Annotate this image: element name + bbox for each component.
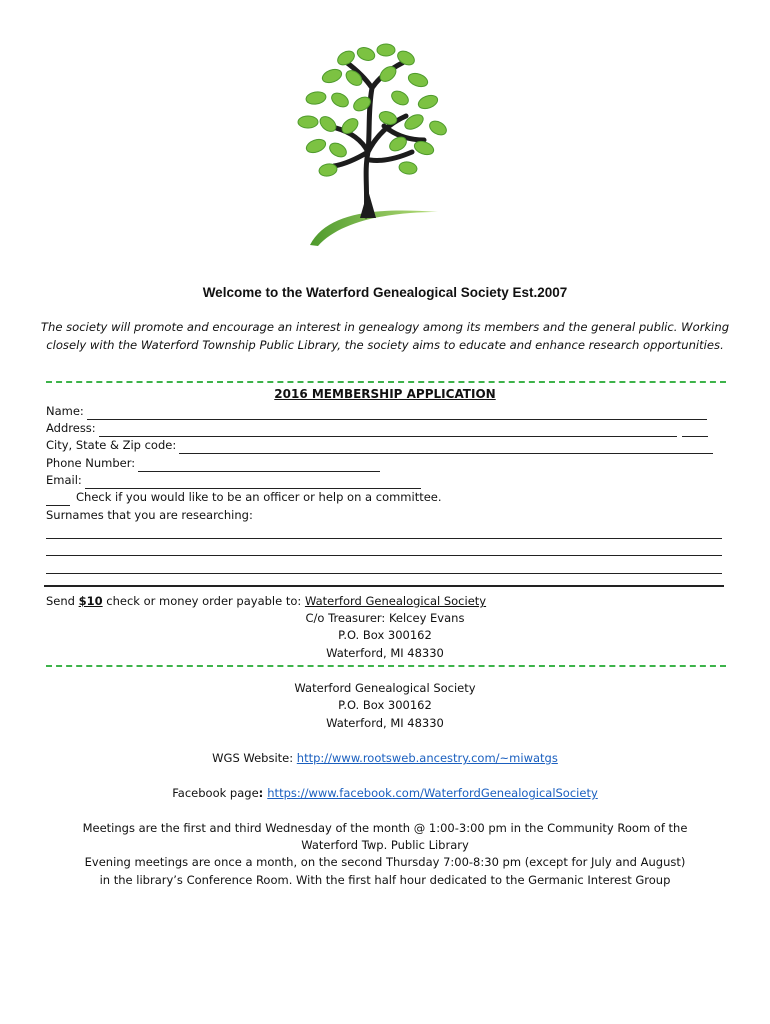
email-label: Email: [46,473,82,487]
city-row [46,437,713,454]
city-state-zip-field[interactable] [179,440,713,454]
name-field[interactable] [87,406,707,420]
surnames-line-3[interactable] [46,573,722,574]
surnames-line-2[interactable] [46,555,722,556]
address-field[interactable] [99,423,677,437]
meetings-line-4: in the library’s Conference Room. With the first half hour dedicated to the Germanic Interest Group [99,873,671,887]
city-label: City, State & Zip code: [46,438,177,452]
facebook-colon: : [258,786,268,800]
send-prefix: Send [46,594,79,608]
facebook-row [0,785,770,802]
payment-po-box: P.O. Box 300162 [338,628,432,642]
officer-label: Check if you would like to be an officer or help on a committee. [76,490,442,504]
website-label: WGS Website: [212,751,297,765]
phone-row [46,455,380,472]
meetings-line-2: Waterford Twp. Public Library [301,838,469,852]
website-row [0,750,770,767]
facebook-link[interactable]: https://www.facebook.com/WaterfordGenealogicalSociety [267,786,598,800]
surnames-label: Surnames that you are researching: [46,508,253,522]
tree-logo [288,40,454,252]
treasurer-line: C/o Treasurer: Kelcey Evans [305,611,465,625]
dues-amount: $10 [78,594,103,608]
payment-city: Waterford, MI 48330 [326,646,444,660]
intro-paragraph [30,318,740,354]
website-link[interactable]: http://www.rootsweb.ancestry.com/~miwatgs [296,751,558,765]
payee: Waterford Genealogical Society [304,594,487,608]
address-row [46,420,708,437]
payment-row [46,593,486,610]
meetings-line-3: Evening meetings are once a month, on the second Thursday 7:00-8:30 pm (except for July and August) [84,855,686,869]
surnames-row [46,507,253,524]
org-name: Waterford Genealogical Society [294,681,476,695]
intro-line-2: closely with the Waterford Township Public Library, the society aims to educate and enhance research opportunities. [46,338,724,352]
page-title: Welcome to the Waterford Genealogical Society Est.2007 [202,285,568,300]
address-field-extra[interactable] [682,423,708,437]
intro-line-1: The society will promote and encourage an interest in genealogy among its members and the general public. Working [40,320,730,334]
org-po-box: P.O. Box 300162 [338,698,432,712]
solid-divider [44,585,724,587]
dashed-divider-bottom [46,665,726,667]
phone-label: Phone Number: [46,456,136,470]
address-label: Address: [46,421,96,435]
surnames-line-1[interactable] [46,538,722,539]
dashed-divider-top [46,381,726,383]
org-city: Waterford, MI 48330 [326,716,444,730]
officer-checkbox[interactable] [46,492,70,506]
name-label: Name: [46,404,84,418]
email-row [46,472,421,489]
meetings-line-1: Meetings are the first and third Wednesday of the month @ 1:00-3:00 pm in the Community Room of the [82,821,688,835]
name-row [46,403,707,420]
send-suffix: check or money order payable to: [102,594,305,608]
phone-field[interactable] [138,458,380,472]
officer-row [46,489,442,506]
application-title: 2016 MEMBERSHIP APPLICATION [274,387,496,401]
email-field[interactable] [85,475,421,489]
facebook-label: Facebook page [172,786,259,800]
